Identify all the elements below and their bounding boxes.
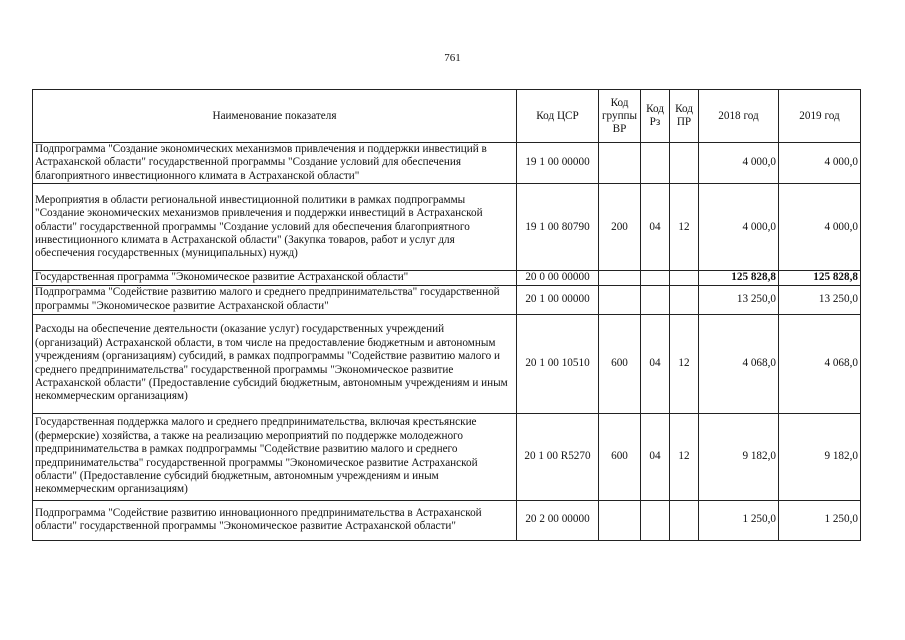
row-rz-code <box>641 271 670 285</box>
row-vr-code: 600 <box>599 413 641 500</box>
table-row <box>33 184 861 271</box>
row-csr-code: 19 1 00 80790 <box>517 184 599 271</box>
row-amount-2019: 125 828,8 <box>779 271 861 285</box>
row-pr-code <box>670 500 699 540</box>
row-rz-code: 04 <box>641 184 670 271</box>
row-amount-2019: 13 250,0 <box>779 285 861 314</box>
row-name: Подпрограмма "Содействие развитию малого и среднего предпринимательства" государственной программы "Экономическое развитие Астраханской области" <box>33 285 517 314</box>
row-csr-code: 20 1 00 R5270 <box>517 413 599 500</box>
row-rz-code: 04 <box>641 314 670 413</box>
row-rz-code <box>641 500 670 540</box>
row-pr-code <box>670 285 699 314</box>
row-amount-2019: 4 000,0 <box>779 184 861 271</box>
row-vr-code: 200 <box>599 184 641 271</box>
row-csr-code: 20 1 00 10510 <box>517 314 599 413</box>
row-rz-code: 04 <box>641 413 670 500</box>
table-row <box>33 413 861 500</box>
table-row <box>33 143 861 184</box>
row-vr-code <box>599 500 641 540</box>
table-row <box>33 314 861 413</box>
row-csr-code: 19 1 00 00000 <box>517 143 599 184</box>
row-name: Подпрограмма "Содействие развитию инновационного предпринимательства в Астраханской области" государственной программы "Экономическое развитие Астраханской области" <box>33 500 517 540</box>
row-rz-code <box>641 285 670 314</box>
row-name: Расходы на обеспечение деятельности (оказание услуг) государственных учреждений (организаций) Астраханской области, в том числе на предоставление бюджетным и автономным учреждениям (организациям) субсидий, в рамках подпрограммы "Содействие развитию малого и среднего предпринимательства" государственной программы "Экономическое развитие Астраханской области" (Предоставление субсидий бюджетным, автономным учреждениям и иным некоммерческим организациям) <box>33 314 517 413</box>
row-amount-2018: 9 182,0 <box>699 413 779 500</box>
row-amount-2019: 9 182,0 <box>779 413 861 500</box>
row-amount-2018: 4 068,0 <box>699 314 779 413</box>
header-pr: Код ПР <box>670 90 699 143</box>
row-name: Государственная программа "Экономическое развитие Астраханской области" <box>33 271 517 285</box>
row-amount-2019: 4 068,0 <box>779 314 861 413</box>
header-rz: Код Рз <box>641 90 670 143</box>
row-amount-2018: 4 000,0 <box>699 143 779 184</box>
header-vr: Код группы ВР <box>599 90 641 143</box>
row-pr-code: 12 <box>670 314 699 413</box>
table-row <box>33 271 861 285</box>
row-rz-code <box>641 143 670 184</box>
row-name: Государственная поддержка малого и среднего предпринимательства, включая крестьянские (фермерские) хозяйства, а также на реализацию мероприятий по поддержке молодежного предпринимательства в рамках подпрограммы "Содействие развитию малого и среднего предпринимательства" государственной программы "Экономическое развитие Астраханской области" (Предоставление субсидий бюджетным, автономным учреждениям и иным некоммерческим организациям) <box>33 413 517 500</box>
row-csr-code: 20 1 00 00000 <box>517 285 599 314</box>
table-row <box>33 285 861 314</box>
row-vr-code <box>599 271 641 285</box>
header-name: Наименование показателя <box>33 90 517 143</box>
budget-table <box>32 89 861 541</box>
row-vr-code <box>599 285 641 314</box>
row-amount-2018: 13 250,0 <box>699 285 779 314</box>
header-2019: 2019 год <box>779 90 861 143</box>
row-amount-2018: 4 000,0 <box>699 184 779 271</box>
header-2018: 2018 год <box>699 90 779 143</box>
row-vr-code: 600 <box>599 314 641 413</box>
row-pr-code: 12 <box>670 413 699 500</box>
row-csr-code: 20 0 00 00000 <box>517 271 599 285</box>
row-amount-2018: 1 250,0 <box>699 500 779 540</box>
page-number: 761 <box>444 52 461 64</box>
row-name: Мероприятия в области региональной инвестиционной политики в рамках подпрограммы "Создание экономических механизмов привлечения и поддержки инвестиций в Астраханской области" государственной программы "Создание условий для обеспечения благоприятного инвестиционного климата в Астраханской области" (Закупка товаров, работ и услуг для обеспечения государственных (муниципальных) нужд) <box>33 184 517 271</box>
row-amount-2018: 125 828,8 <box>699 271 779 285</box>
row-amount-2019: 1 250,0 <box>779 500 861 540</box>
row-pr-code: 12 <box>670 184 699 271</box>
table-header-row <box>33 90 861 143</box>
table-row <box>33 500 861 540</box>
row-name: Подпрограмма "Создание экономических механизмов привлечения и поддержки инвестиций в Астраханской области" государственной программы "Создание условий для обеспечения благоприятного инвестиционного климата в Астраханской области" <box>33 143 517 184</box>
row-pr-code <box>670 271 699 285</box>
row-vr-code <box>599 143 641 184</box>
row-pr-code <box>670 143 699 184</box>
row-amount-2019: 4 000,0 <box>779 143 861 184</box>
row-csr-code: 20 2 00 00000 <box>517 500 599 540</box>
header-csr: Код ЦСР <box>517 90 599 143</box>
